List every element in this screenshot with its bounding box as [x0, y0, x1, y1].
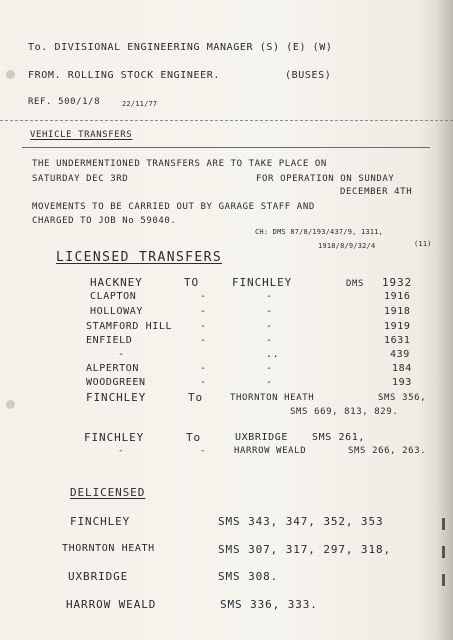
- body-line-1: THE UNDERMENTIONED TRANSFERS ARE TO TAKE PLACE ON: [32, 159, 327, 169]
- row-to: THORNTON HEATH: [230, 393, 315, 403]
- note-line-2: 1918/8/9/32/4: [318, 242, 376, 250]
- body-line-3: DECEMBER 4TH: [340, 187, 413, 197]
- heading-rule: [22, 147, 430, 148]
- row-to-word: -: [200, 321, 207, 332]
- row-to-word: To: [186, 431, 202, 444]
- dotted-separator: [0, 120, 453, 121]
- row-num: 1932: [382, 276, 413, 289]
- note-line-1: CH: DMS 87/8/193/437/9, 1311,: [255, 228, 384, 236]
- row-garage: HARROW WEALD: [66, 598, 157, 611]
- row-num: SMS 356,: [378, 393, 427, 403]
- cutoff-mark: [442, 546, 445, 558]
- licensed-title: LICENSED TRANSFERS: [56, 250, 223, 265]
- header-buses: (BUSES): [285, 70, 332, 81]
- row-nums: SMS 308.: [218, 570, 279, 583]
- row-num: 184: [392, 363, 412, 374]
- row-to-word: -: [200, 335, 207, 346]
- row-from: STAMFORD HILL: [86, 321, 173, 332]
- row-to: ..: [266, 349, 280, 360]
- row-to: -: [266, 321, 273, 332]
- header-ref: REF. 500/1/8: [28, 97, 101, 107]
- row-to-word: -: [200, 363, 207, 374]
- row-prefix: DMS: [346, 279, 365, 289]
- header-from: FROM. ROLLING STOCK ENGINEER.: [28, 70, 220, 81]
- row-to-word: -: [200, 446, 207, 456]
- row-garage: THORNTON HEATH: [62, 543, 155, 554]
- row-num: 1919: [384, 321, 411, 332]
- row-num-line-2: SMS 669, 813, 829.: [290, 407, 399, 417]
- row-from: HOLLOWAY: [90, 306, 143, 317]
- row-to-word: To: [188, 391, 204, 404]
- page-edge-shadow: [435, 0, 453, 640]
- row-from: WOODGREEN: [86, 377, 146, 388]
- row-nums: SMS 307, 317, 297, 318,: [218, 543, 392, 556]
- row-to: -: [266, 363, 273, 374]
- row-to: -: [266, 377, 273, 388]
- row-num: 1631: [384, 335, 411, 346]
- note-count: (11): [414, 240, 432, 248]
- row-to: -: [266, 291, 273, 302]
- row-from: -: [118, 446, 125, 456]
- row-from: -: [118, 349, 125, 360]
- row-to: -: [266, 306, 273, 317]
- row-num: SMS 261,: [312, 432, 365, 443]
- row-garage: UXBRIDGE: [68, 570, 129, 583]
- delicensed-title: DELICENSED: [70, 486, 146, 499]
- row-to: UXBRIDGE: [235, 432, 288, 443]
- row-from: ALPERTON: [86, 363, 139, 374]
- header-date: 22/11/77: [122, 100, 158, 108]
- row-from: FINCHLEY: [84, 431, 145, 444]
- row-num: 1918: [384, 306, 411, 317]
- row-num: 1916: [384, 291, 411, 302]
- row-to-word: -: [200, 306, 207, 317]
- row-num: 193: [392, 377, 412, 388]
- row-garage: FINCHLEY: [70, 515, 131, 528]
- body-line-4: MOVEMENTS TO BE CARRIED OUT BY GARAGE STAFF AND: [32, 202, 315, 212]
- punch-hole: [6, 400, 15, 409]
- row-to: HARROW WEALD: [234, 446, 307, 456]
- punch-hole: [6, 70, 15, 79]
- row-from: HACKNEY: [90, 276, 143, 289]
- row-num: SMS 266, 263.: [348, 446, 427, 456]
- row-from: ENFIELD: [86, 335, 133, 346]
- row-nums: SMS 343, 347, 352, 353: [218, 515, 384, 528]
- cutoff-mark: [442, 574, 445, 586]
- row-to: -: [266, 335, 273, 346]
- row-from: CLAPTON: [90, 291, 137, 302]
- row-nums: SMS 336, 333.: [220, 598, 318, 611]
- body-line-5: CHARGED TO JOB No 59040.: [32, 216, 177, 226]
- row-to: FINCHLEY: [232, 276, 293, 289]
- header-to: To. DIVISIONAL ENGINEERING MANAGER (S) (E) (W): [28, 42, 333, 53]
- section-heading: VEHICLE TRANSFERS: [30, 130, 133, 140]
- cutoff-mark: [442, 518, 445, 530]
- body-line-2a: SATURDAY DEC 3RD: [32, 174, 129, 184]
- row-to-word: -: [200, 377, 207, 388]
- body-line-2b: FOR OPERATION ON SUNDAY: [256, 174, 395, 184]
- row-to-word: TO: [184, 276, 200, 289]
- row-num: 439: [390, 349, 410, 360]
- row-from: FINCHLEY: [86, 391, 147, 404]
- row-to-word: -: [200, 291, 207, 302]
